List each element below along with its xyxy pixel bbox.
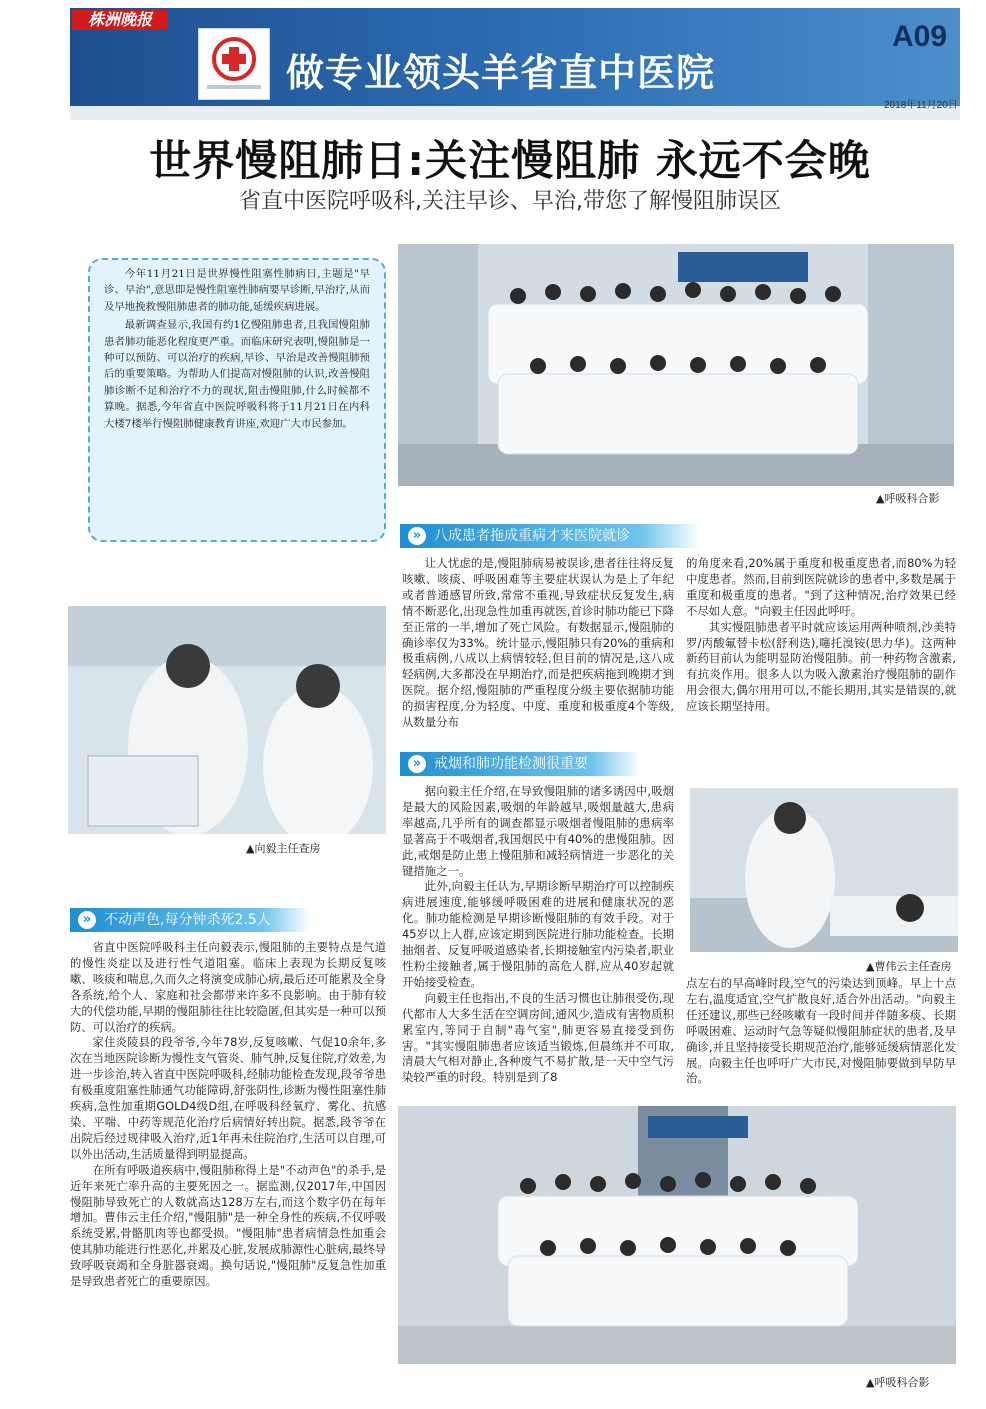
caption-group-bottom: ▲呼吸科合影 (866, 1376, 930, 1389)
section-head-3-label: 不动声色,每分钟杀死2.5人 (104, 912, 271, 928)
issue-date: 2018年11月20日 (884, 100, 958, 111)
group-photo-top (398, 244, 954, 486)
section-1-col-2 (686, 556, 956, 715)
section-1-paragraph-2: 的角度来看,20%属于重度和极重度患者,而80%为轻中度患者。然而,目前到医院就诊的患者中,多数是属于重度和极重度的患者。"到了这种情况,治疗效果已经不尽如人意。"向毅主任因此呼吁。 (686, 556, 956, 618)
section-2-paragraph-2: 此外,向毅主任认为,早期诊断早期治疗可以控制疾病进展速度,能够缓呼吸困难的进展和健康状况的恶化。肺功能检测是早期诊断慢阻肺的有效手段。对于45岁以上人群,应该定期到医院进行肺功能检查。长期抽烟者、反复呼吸道感染者,长期接触室内污染者,职业性粉尘接触者,属于慢阻肺的高危人群,应从40岁起就开始接受检查。 (402, 879, 674, 989)
doctor-photo-image (68, 606, 386, 834)
section-head-3 (70, 908, 310, 932)
headline-subtitle: 省直中医院呼吸科,关注早诊、早治,带您了解慢阻肺误区 (239, 189, 781, 214)
section-2-col-2 (686, 976, 956, 1087)
slogan: 做专业领头羊省直中医院 (286, 51, 716, 95)
section-3-paragraph-3: 在所有呼吸道疾病中,慢阻肺称得上是"不动声色"的杀手,是近年来死亡率升高的主要死因之一。据监测,仅2017年,中国因慢阻肺导致死亡的人数就高达128万左右,而这个数字仍在每年增加。曹伟云主任介绍,"慢阻肺"是一种全身性的疾病,不仅呼吸系统受累,骨骼肌肉等也都受损。"慢阻肺"患者病情急性加重会使其肺功能进行性恶化,并累及心脏,发展成肺源性心脏病,最终导致呼吸衰竭和全身脏器衰竭。换句话说,"慢阻肺"反复急性加重是导致患者死亡的重要原因。 (70, 1163, 386, 1289)
section-head-2 (400, 752, 640, 776)
section-head-2-label: 戒烟和肺功能检测很重要 (434, 756, 588, 772)
headline-title: 世界慢阻肺日:关注慢阻肺 永远不会晚 (149, 136, 871, 185)
chevron-right-icon: » (408, 755, 426, 773)
doctor-photo (68, 606, 386, 834)
group-photo-top-image (398, 244, 954, 486)
chevron-right-icon: » (408, 527, 426, 545)
section-2-paragraph-1: 据向毅主任介绍,在导致慢阻肺的诸多诱因中,吸烟是最大的风险因素,吸烟的年龄越早,吸烟量越大,患病率越高,几乎所有的调查都显示吸烟者慢阻肺的患病率显著高于不吸烟者,我国烟民中有40%的患慢阻肺。因此,戒烟是防止患上慢阻肺和减轻病情进一步恶化的关键措施之一。 (402, 784, 674, 878)
section-2-paragraph-3: 向毅主任也指出,不良的生活习惯也让肺很受伤,现代都市人大多生活在空调房间,通风少,造成有害物质积累室内,等同于自制"毒气室",肺更容易直接受到伤害。"其实慢阻肺患者应该适当锻炼,但晨练并不可取,清晨大气相对静止,各种废气不易扩散,是一天中空气污染较严重的时段。特别是到了8 (402, 990, 674, 1085)
section-head-1-label: 八成患者拖成重病才来医院就诊 (434, 528, 630, 544)
intro-paragraph-2: 最新调查显示,我国有约1亿慢阻肺患者,且我国慢阻肺患者肺功能恶化程度更严重。而临床研究表明,慢阻肺是一种可以预防、可以治疗的疾病,早诊、早治是改善慢阻肺预后的重要策略。为帮助人们提高对慢阻肺的认识,改善慢阻肺诊断不足和治疗不力的现状,阻击慢阻肺,什么时候都不算晚。据悉,今年省直中医院呼吸科将于11月21日在内科大楼7楼举行慢阻肺健康教育讲座,欢迎广大市民参加。 (104, 319, 370, 430)
section-2-col-1 (402, 784, 674, 1086)
section-1-paragraph-1: 让人忧虑的是,慢阻肺病易被误诊,患者往往将反复咳嗽、咳痰、呼吸困难等主要症状误认为是上了年纪或者普通感冒所致,常常不重视,导致症状反复发生,病情不断恶化,出现急性加重再就医,首诊时肺功能已下降至正常的一半,增加了死亡风险。有数据显示,慢阻肺的确诊率仅为33%。统计显示,慢阻肺只有20%的重病和极重病例,八成以上病情较轻,但目前的情况是,这八成轻病例,大多都没在早期治疗,而是把疾病拖到晚期才到医院。据介绍,慢阻肺的严重程度分级主要依据肺功能的损害程度,分为轻度、中度、重度和极重度4个等级,从数量分布 (402, 556, 674, 730)
section-2-paragraph-4: 点左右的早高峰时段,空气的污染达到顶峰。早上十点左右,温度适宜,空气扩散良好,适合外出活动。"向毅主任还建议,那些已经咳嗽有一段时间并伴随多痰、长期呼吸困难、运动时气急等疑似慢阻肺症状的患者,及早确诊,并且坚持接受长期规范治疗,能够延缓病情恶化发展。向毅主任也呼吁广大市民,对慢阻肺要做到早防早治。 (686, 976, 956, 1086)
section-3-col-1 (70, 940, 386, 1290)
section-3-paragraph-2: 家住炎陵县的段爷爷,今年78岁,反复咳嗽、气促10余年,多次在当地医院诊断为慢性支气管炎、肺气肿,反复住院,疗效差,为进一步诊治,转入省直中医院呼吸科,经肺功能检查发现,段爷爷患有极重度阻塞性肺通气功能障碍,舒张阴性,诊断为慢性阻塞性肺疾病,急性加重期GOLD4级D组,在呼吸科经氧疗、雾化、抗感染、平喘、中药等规范化治疗后病情好转出院。据悉,段爷爷在出院后经过规律吸入治疗,近1年再未住院治疗,生活可以自理,可以外出活动,生活质量得到明显提高。 (70, 1036, 386, 1161)
intro-paragraph-1: 今年11月21日是世界慢性阻塞性肺病日,主题是"早诊、早治",意思即是慢性阻塞性肺病要早诊断,早治疗,从而及早地挽救慢阻肺患者的肺功能,延缓疾病进展。 (104, 268, 370, 313)
hospital-logo-icon (199, 29, 269, 99)
section-1-col-1 (402, 556, 674, 731)
ward-photo-image (690, 788, 958, 952)
ward-photo (690, 788, 958, 952)
intro-box (88, 258, 386, 542)
page-number: A09 (892, 20, 948, 53)
group-photo-bottom (398, 1106, 956, 1364)
chevron-right-icon: » (78, 911, 96, 929)
hospital-logo (198, 28, 270, 100)
group-photo-bottom-image (398, 1106, 956, 1364)
caption-ward: ▲曹伟云主任查房 (866, 960, 952, 973)
caption-group-top: ▲呼吸科合影 (876, 492, 940, 505)
banner-stripe (70, 106, 960, 120)
masthead: 株洲晚报 (72, 10, 168, 30)
section-1-paragraph-3: 其实慢阻肺患者平时就应该运用两种喷剂,沙美特罗/丙酸氟替卡松(舒利迭),噻托溴铵(思力华)。这两种新药目前认为能明显防治慢阻肺。前一种药物含激素,有抗炎作用。很多人以为吸入激素治疗慢阻肺的副作用会很大,偶尔用用可以,不能长期用,其实是错误的,就应该长期坚持用。 (686, 619, 956, 714)
section-3-paragraph-1: 省直中医院呼吸科主任向毅表示,慢阻肺的主要特点是气道的慢性炎症以及进行性气道阻塞。临床上表现为长期反复咳嗽、咳痰和喘息,久而久之将演变成肺心病,最后还可能累及全身各系统,给个人、家庭和社会都带来许多不良影响。由于肺有较大的代偿功能,早期的慢阻肺往往比较隐匿,但其实是一种可以预防、可以治疗的疾病。 (70, 941, 386, 1034)
caption-doctor: ▲向毅主任查房 (246, 842, 321, 855)
section-head-1 (400, 524, 700, 548)
